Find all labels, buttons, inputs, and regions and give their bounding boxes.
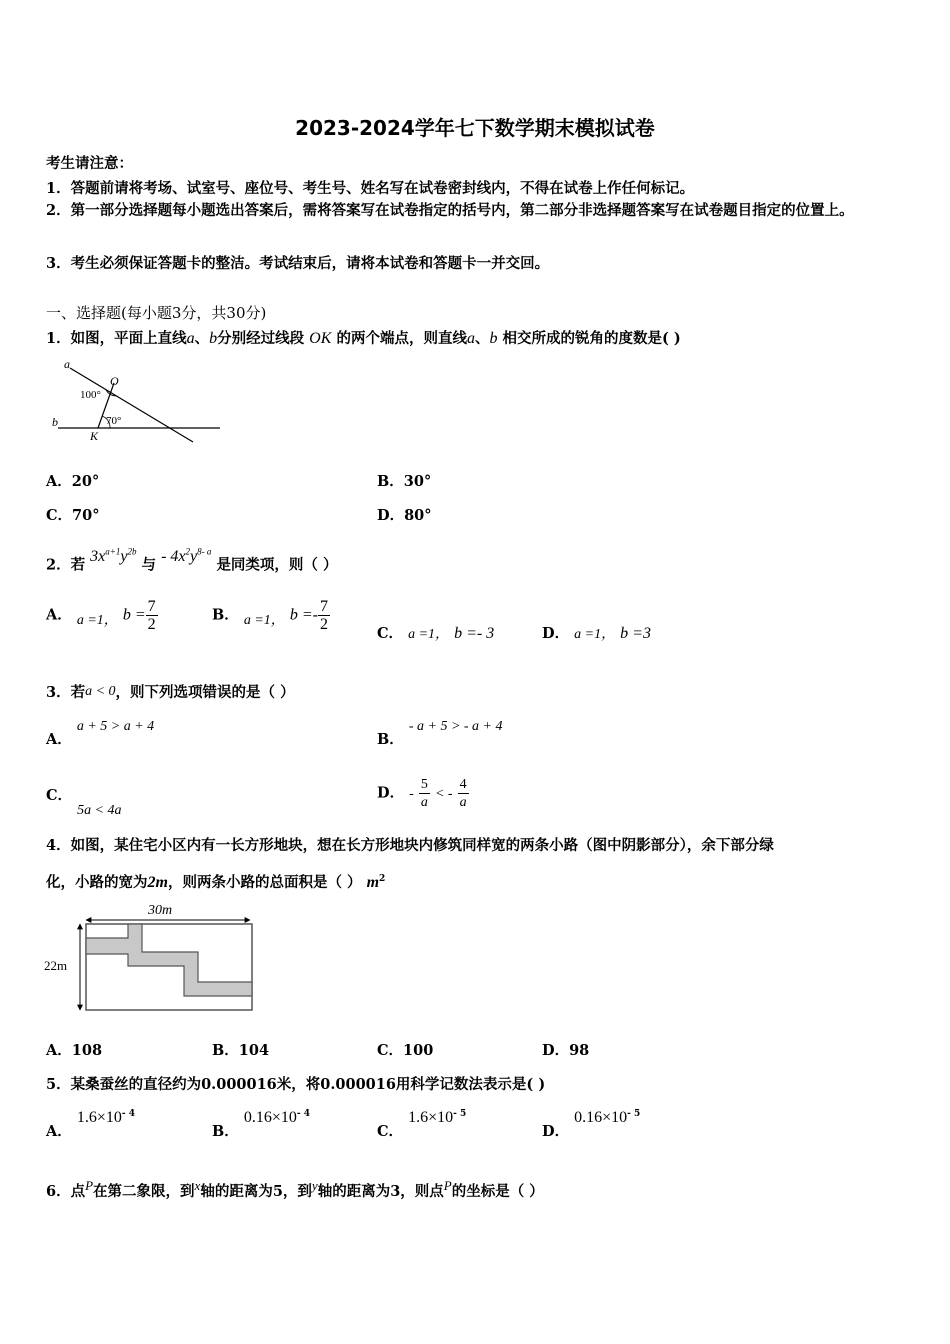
q4-option-a[interactable]: A．108 — [46, 1042, 103, 1059]
question-4-line-2: 化，小路的宽为2m，则两条小路的总面积是（ ） $m^2$ — [46, 874, 386, 891]
figure-angle-70: 70° — [106, 415, 122, 427]
section-heading: 一、选择题(每小题3分，共30分) — [46, 304, 267, 322]
q1-option-d[interactable]: D．80° — [377, 507, 432, 524]
q3-option-b[interactable]: B． - a + 5 > - a + 4 — [377, 719, 503, 748]
q4-option-d[interactable]: D．98 — [542, 1042, 590, 1059]
figure-label-b: b — [52, 415, 58, 429]
figure-label-o: O — [110, 374, 119, 388]
q1-option-a[interactable]: A．20° — [46, 473, 100, 490]
question-2-stem: 2．若 $3x^{a+1}y^{2b}$ 与 - $4x^2y^{8- a}$ 是同类项，则（ ） — [46, 547, 338, 574]
q5-option-b[interactable]: B． $0.16\times 10^{- 4}$ — [212, 1109, 310, 1140]
question-6-stem: 6．点P在第二象限，到x轴的距离为5，到y轴的距离为3，则点P的坐标是（ ） — [46, 1178, 544, 1200]
notice-heading: 考生请注意： — [46, 155, 133, 172]
figure-height-label: 22m — [44, 958, 68, 973]
q1-option-c[interactable]: C．70° — [46, 507, 100, 524]
q2-option-a[interactable]: A． a =1， b = $\frac{7}{2}$ — [46, 598, 156, 633]
q2-option-d[interactable]: D． a =1， b =3 — [542, 625, 651, 642]
q4-option-b[interactable]: B．104 — [212, 1042, 270, 1059]
figure-label-k: K — [90, 429, 99, 443]
q5-option-a[interactable]: A． $1.6\times 10^{- 4}$ — [46, 1109, 135, 1140]
figure-width-label: 30m — [148, 903, 173, 918]
question-3-stem: 3．若a < 0，则下列选项错误的是（ ） — [46, 684, 295, 701]
notice-item-2: 2．第一部分选择题每小题选出答案后，需将答案写在试卷指定的括号内，第二部分非选择题答案写在试卷题目指定的位置上。 — [46, 202, 854, 219]
q3-option-a[interactable]: A． a + 5 > a + 4 — [46, 719, 155, 748]
question-1-figure — [48, 356, 228, 446]
q5-option-d[interactable]: D． $0.16\times 10^{- 5}$ — [542, 1109, 641, 1140]
page-title: 2023-2024学年七下数学期末模拟试卷 — [295, 116, 655, 140]
q2-option-b[interactable]: B． a =1， b =- $\frac{7}{2}$ — [212, 598, 328, 633]
q2-option-c[interactable]: C． a =1， b =- 3 — [377, 625, 495, 642]
question-1-stem: 1．如图，平面上直线a、b分别经过线段 OK 的两个端点，则直线a、b 相交所成的锐角的度数是( ) — [46, 330, 681, 347]
figure-label-a: a — [64, 357, 70, 371]
question-4-line-1: 4．如图，某住宅小区内有一长方形地块，想在长方形地块内修筑同样宽的两条小路（图中阴影部分），余下部分绿 — [46, 837, 774, 854]
question-4-figure — [42, 898, 258, 1016]
q4-option-c[interactable]: C．100 — [377, 1042, 434, 1059]
q1-option-b[interactable]: B．30° — [377, 473, 432, 490]
question-5-stem: 5．某桑蚕丝的直径约为0.000016米，将0.000016用科学记数法表示是( ) — [46, 1076, 546, 1093]
q3-option-c[interactable]: C． 5a < 4a — [46, 787, 122, 818]
figure-angle-100: 100° — [80, 389, 101, 401]
q3-option-d[interactable]: D． - $\frac{5}{a}$ < - $\frac{4}{a}$ — [377, 777, 467, 810]
q5-option-c[interactable]: C． $1.6\times 10^{- 5}$ — [377, 1109, 467, 1140]
notice-item-1: 1．答题前请将考场、试室号、座位号、考生号、姓名写在试卷密封线内，不得在试卷上作任何标记。 — [46, 180, 695, 197]
notice-item-3: 3．考生必须保证答题卡的整洁。考试结束后，请将本试卷和答题卡一并交回。 — [46, 255, 550, 272]
